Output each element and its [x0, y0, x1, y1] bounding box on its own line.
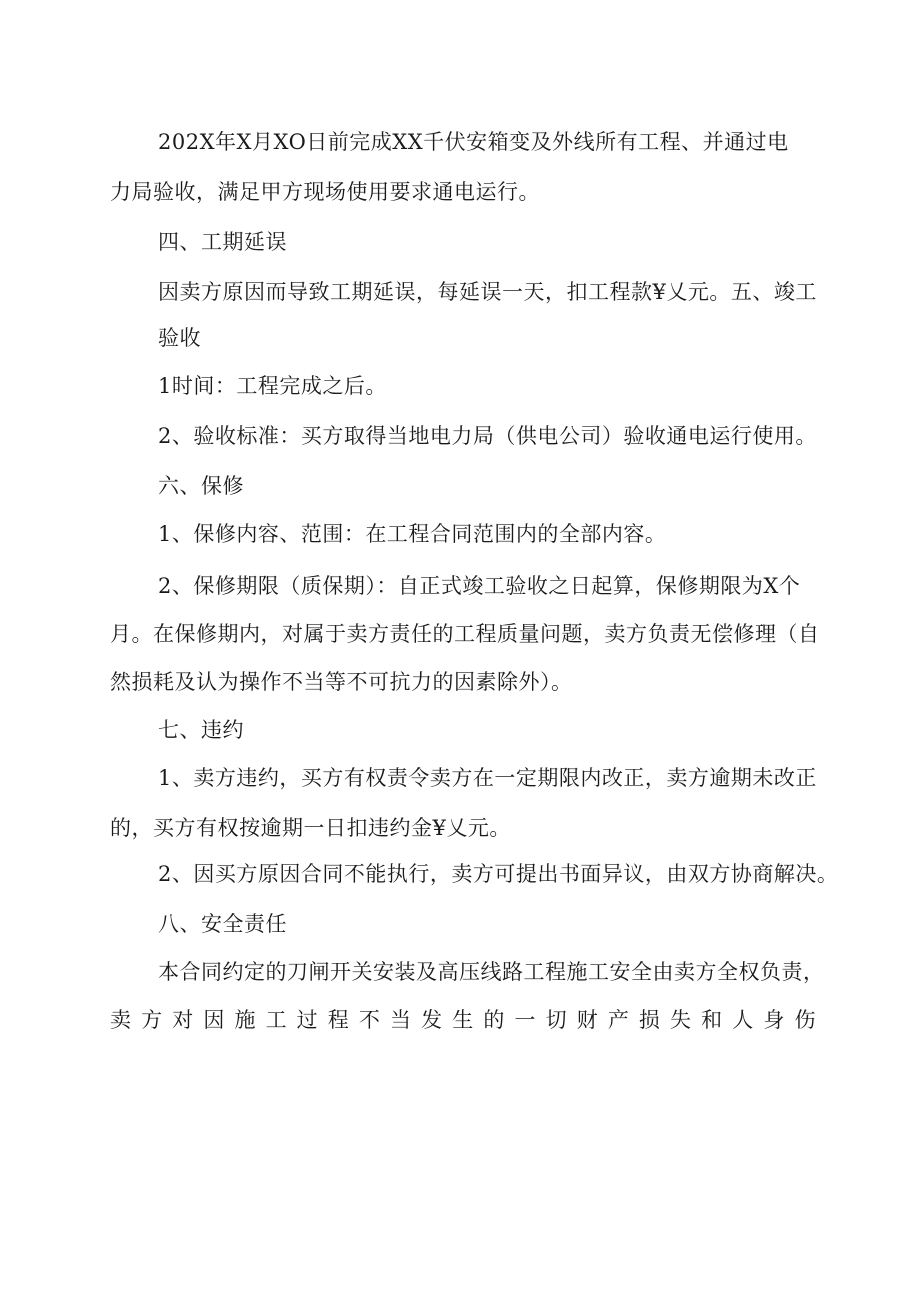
paragraph-line: 本合同约定的刀闸开关安装及高压线路工程施工安全由卖方全权负责，	[158, 960, 825, 984]
list-item: 1时间：工程完成之后。	[158, 374, 387, 398]
paragraph-line: 202X年X月XO日前完成XX千伏安箱变及外线所有工程、并通过电	[158, 130, 789, 154]
list-item: 2、验收标准：买方取得当地电力局（供电公司）验收通电运行使用。	[158, 424, 817, 448]
section-heading: 七、违约	[158, 718, 244, 742]
list-item: 1、卖方违约，买方有权责令卖方在一定期限内改正，卖方逾期未改正	[158, 766, 817, 790]
list-item: 2、保修期限（质保期）：自正式竣工验收之日起算，保修期限为X个	[158, 574, 801, 598]
paragraph-line: 的，买方有权按逾期一日扣违约金¥乂元。	[110, 816, 511, 840]
section-heading: 四、工期延误	[158, 230, 287, 254]
list-item: 2、因买方原因合同不能执行，卖方可提出书面异议，由双方协商解决。	[158, 862, 839, 886]
section-heading: 六、保修	[158, 474, 244, 498]
paragraph-line: 月。在保修期内，对属于卖方责任的工程质量问题，卖方负责无偿修理（自	[110, 622, 820, 646]
paragraph-line: 然损耗及认为操作不当等不可抗力的因素除外）。	[110, 670, 573, 694]
section-heading: 验收	[158, 326, 201, 350]
list-item: 1、保修内容、范围：在工程合同范围内的全部内容。	[158, 522, 667, 546]
section-heading: 八、安全责任	[158, 912, 287, 936]
paragraph-line: 因卖方原因而导致工期延误，每延误一天，扣工程款¥乂元。五、竣工	[158, 280, 817, 304]
paragraph-line: 力局验收，满足甲方现场使用要求通电运行。	[110, 180, 540, 204]
paragraph-line: 卖方对因施工过程不当发生的一切财产损失和人身伤	[110, 1008, 816, 1032]
